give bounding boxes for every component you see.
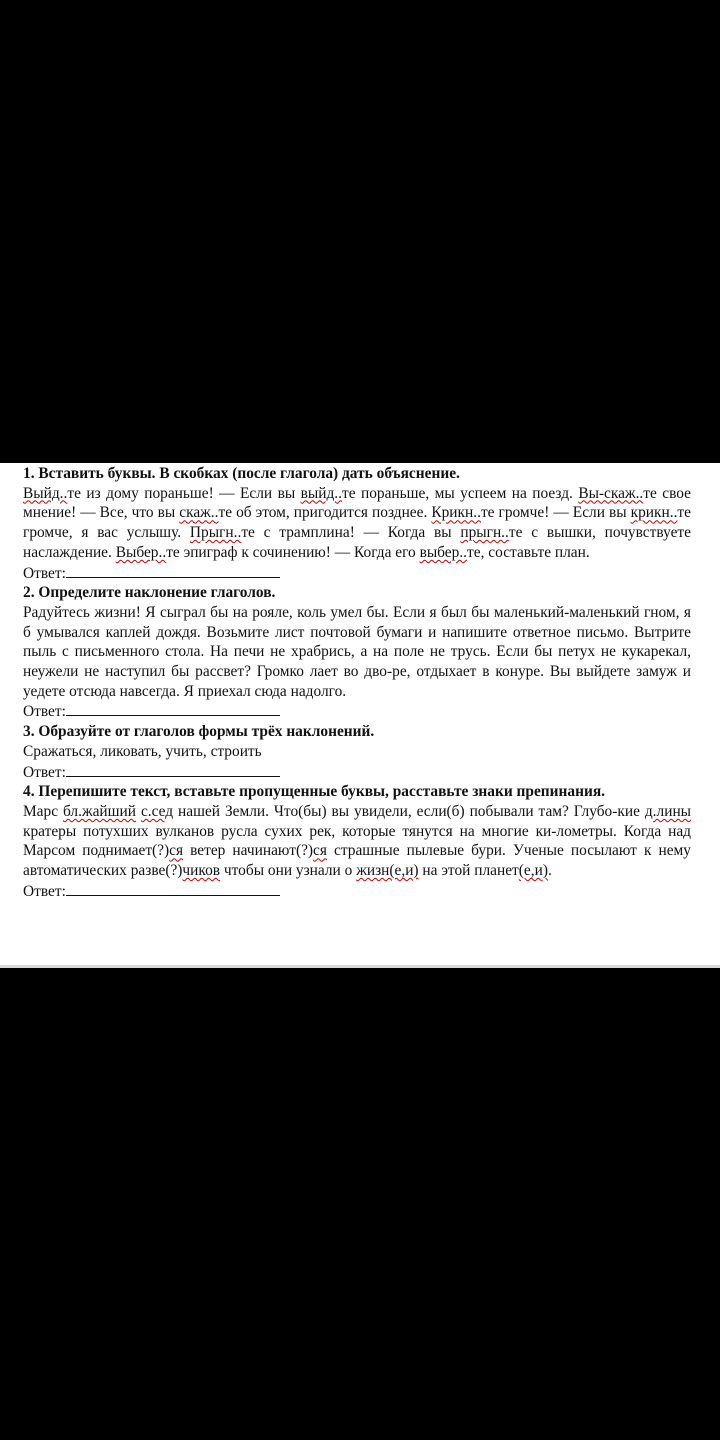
task-text	[23, 484, 691, 563]
spellcheck-word: выбер..	[419, 543, 468, 561]
answer-row	[23, 563, 691, 584]
spellcheck-word: чиков	[182, 862, 221, 880]
text-segment: нашей Земли. Что(бы) вы увидели, если(б) побывали там? Глубо-кие	[173, 802, 645, 820]
text-segment: Сражаться, ликовать, учить, строить	[23, 742, 262, 760]
answer-row	[23, 762, 691, 783]
text-segment: те громче! — Если вы	[480, 504, 631, 522]
answer-blank-line	[66, 701, 280, 716]
spellcheck-word: Вы-скаж..	[578, 484, 644, 502]
answer-blank-line	[66, 762, 280, 777]
spellcheck-word: скаж..	[179, 504, 219, 522]
text-segment: ветер начинают(?)	[183, 842, 314, 860]
text-segment: те свое мнение! — Все, что вы	[23, 484, 691, 522]
task-3	[23, 722, 691, 782]
answer-row	[23, 701, 691, 722]
spellcheck-word: ся	[169, 842, 184, 860]
spellcheck-word: выйд..	[300, 484, 342, 502]
text-segment: Марс	[23, 802, 63, 820]
text-segment: те об этом, пригодится позднее.	[218, 504, 432, 522]
text-segment: те с вышки, почувствуете наслаждение.	[23, 524, 691, 561]
answer-label: Ответ:	[23, 564, 66, 582]
spellcheck-word: Крикн..	[431, 504, 481, 522]
task-heading: 2. Определите наклонение глаголов.	[23, 584, 276, 602]
answer-row	[23, 881, 691, 902]
task-heading: 1. Вставить буквы. В скобках (после глагола) дать объяснение.	[23, 465, 460, 482]
task-4	[23, 782, 691, 901]
spellcheck-word: (е,и)	[518, 862, 548, 880]
text-segment: страшные пылевые бури. Ученые посылают к нему автоматических разве(?)	[23, 842, 691, 880]
task-heading: 3. Образуйте от глаголов формы трёх наклонений.	[23, 723, 375, 741]
spellcheck-word: бл.жайший	[62, 802, 136, 820]
text-segment: чтобы они узнали о	[220, 862, 357, 880]
text-segment: те эпиграф к сочинению! — Когда его	[166, 543, 420, 561]
answer-blank-line	[66, 881, 280, 896]
spellcheck-word: д.лины	[644, 802, 692, 820]
text-segment: те пораньше, мы успеем на поезд.	[341, 484, 579, 502]
spellcheck-word: крикн..	[630, 504, 678, 522]
answer-label: Ответ:	[23, 882, 66, 900]
worksheet-page	[0, 463, 720, 968]
spellcheck-word: Прыгн..	[189, 524, 242, 542]
spellcheck-word: Выйд..	[23, 484, 68, 502]
text-segment: те громче, я вас услышу.	[23, 504, 691, 542]
task-1	[23, 464, 691, 583]
text-segment: те, составьте план.	[467, 543, 590, 561]
task-2	[23, 583, 691, 722]
task-text	[23, 802, 691, 881]
task-text	[23, 742, 691, 762]
answer-label: Ответ:	[23, 763, 66, 781]
text-segment: те из дому пораньше! — Если вы	[67, 484, 301, 502]
text-segment: на этой планет	[418, 862, 519, 880]
tasks-container	[23, 464, 691, 901]
spellcheck-word: жизн(е,и)	[356, 862, 419, 880]
task-heading: 4. Перепишите текст, вставьте пропущенные буквы, расставьте знаки препинания.	[23, 783, 605, 801]
answer-blank-line	[66, 563, 280, 578]
text-segment: .	[547, 862, 552, 880]
spellcheck-word: Выбер..	[115, 543, 167, 561]
text-segment: Радуйтесь жизни! Я сыграл бы на рояле, коль умел бы. Если я был бы маленький-маленький гном, я б умывался каплей дождя. Возьмите лист почтовой бумаги и напишите ответное письмо. Вытрите пыль с письменного стола. На печи не храбрись, а на поле не трусь. Если бы петух не кукарекал, неужели не наступил бы рассвет? Громко лает во дво-ре, отдыхает в конуре. Вы выйдете замуж и уедете отсюда навсегда. Я приехал сюда надолго.	[23, 603, 691, 700]
answer-label: Ответ:	[23, 703, 66, 721]
task-text	[23, 603, 691, 702]
spellcheck-word: с.сед	[140, 802, 174, 820]
spellcheck-word: ся	[313, 842, 327, 860]
spellcheck-word: прыгн..	[460, 524, 509, 542]
text-segment: те с трамплина! — Когда вы	[241, 524, 461, 542]
text-segment: кратеры потухших вулканов русла сухих рек, которые тянутся на многие ки-лометры. Когда над Марсом поднимает(?)	[23, 822, 691, 860]
